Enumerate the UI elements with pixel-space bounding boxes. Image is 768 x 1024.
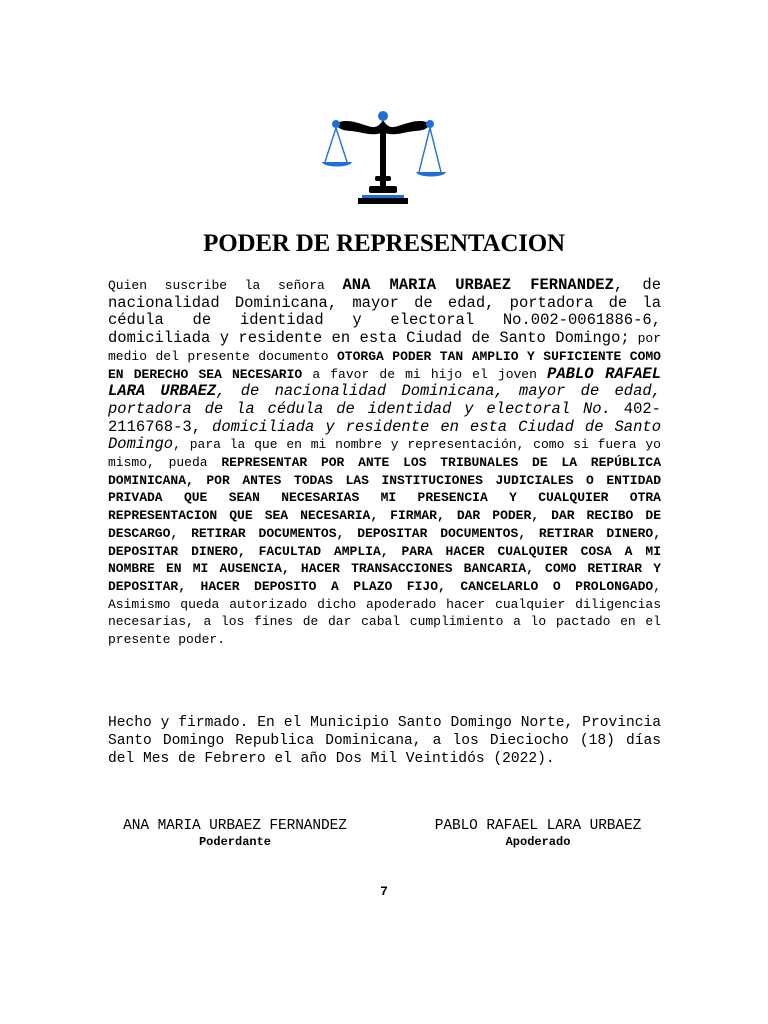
paragraph-segment: por medio del presente documento (108, 331, 661, 364)
signature-attorney (414, 818, 662, 849)
scales-of-justice-icon (322, 106, 446, 208)
signature-role: Apoderado (505, 835, 571, 849)
signature-role: Poderdante (198, 835, 271, 849)
paragraph-segment: domiciliada y residente en esta Ciudad de Santo Domingo (108, 417, 661, 454)
paragraph-segment: a favor de mi hijo el joven (302, 366, 548, 382)
paragraph-segment: , Asimismo queda autorizado dicho apoderado hacer cualquier diligencias necesarias, a los fines de dar cabal cumplimiento a lo pactado en el presente poder. (108, 578, 661, 648)
signature-name: ANA MARIA URBAEZ FERNANDEZ (123, 818, 347, 834)
paragraph-segment: PABLO RAFAEL LARA URBAEZ (108, 364, 661, 401)
paragraph-segment: 402-2116768-3, (108, 399, 661, 436)
signature-name: PABLO RAFAEL LARA URBAEZ (434, 818, 642, 834)
document-title: PODER DE REPRESENTACION (203, 230, 565, 257)
closing-paragraph: Hecho y firmado. En el Municipio Santo Domingo Norte, Provincia Santo Domingo Republica Dominicana, a los Dieciocho (18) días del Mes de Febrero el año Dos Mil Veintidós (2022). (108, 715, 661, 767)
page-number: 7 (380, 884, 388, 899)
signature-grantor (102, 818, 368, 849)
body-paragraph (108, 277, 661, 649)
paragraph-segment: , de nacionalidad Dominicana, mayor de edad, portadora de la cédula de identidad y electoral No. (108, 382, 661, 418)
paragraph-segment: REPRESENTAR POR ANTE LOS TRIBUNALES DE LA REPÚBLICA DOMINICANA, POR ANTES TODAS LAS INSTITUCIONES JUDICIALES O ENTIDAD PRIVADA QUE SEAN NECESARIAS MI PRESENCIA Y CUALQUIER OTRA REPRESENTACION QUE SEA NECESARIA, FIRMAR, DAR PODER, DAR RECIBO DE DESCARGO, RETIRAR DOCUMENTOS, DEPOSITAR DOCUMENTOS, RETIRAR DINERO, DEPOSITAR DINERO, FACULTAD AMPLIA, PARA HACER CUALQUIER COSA A MI NOMBRE EN MI AUSENCIA, HACER TRANSACCIONES BANCARIA, COMO RETIRAR Y DEPOSITAR, HACER DEPOSITO A PLAZO FIJO, CANCELARLO O PROLONGADO (108, 455, 661, 594)
paragraph-segment: OTORGA PODER TAN AMPLIO Y SUFICIENTE COMO EN DERECHO SEA NECESARIO (108, 348, 661, 382)
paragraph-segment: , de nacionalidad Dominicana, mayor de edad, portadora de la cédula de identidad y electoral No.002-0061886-6, domiciliada y residente en esta Ciudad de Santo Domingo; (108, 276, 661, 348)
paragraph-segment: ANA MARIA URBAEZ FERNANDEZ (342, 276, 614, 294)
paragraph-segment: Quien suscribe la señora (108, 278, 343, 293)
paragraph-segment: , para la que en mi nombre y representación, como si fuera yo mismo, pueda (108, 437, 661, 471)
